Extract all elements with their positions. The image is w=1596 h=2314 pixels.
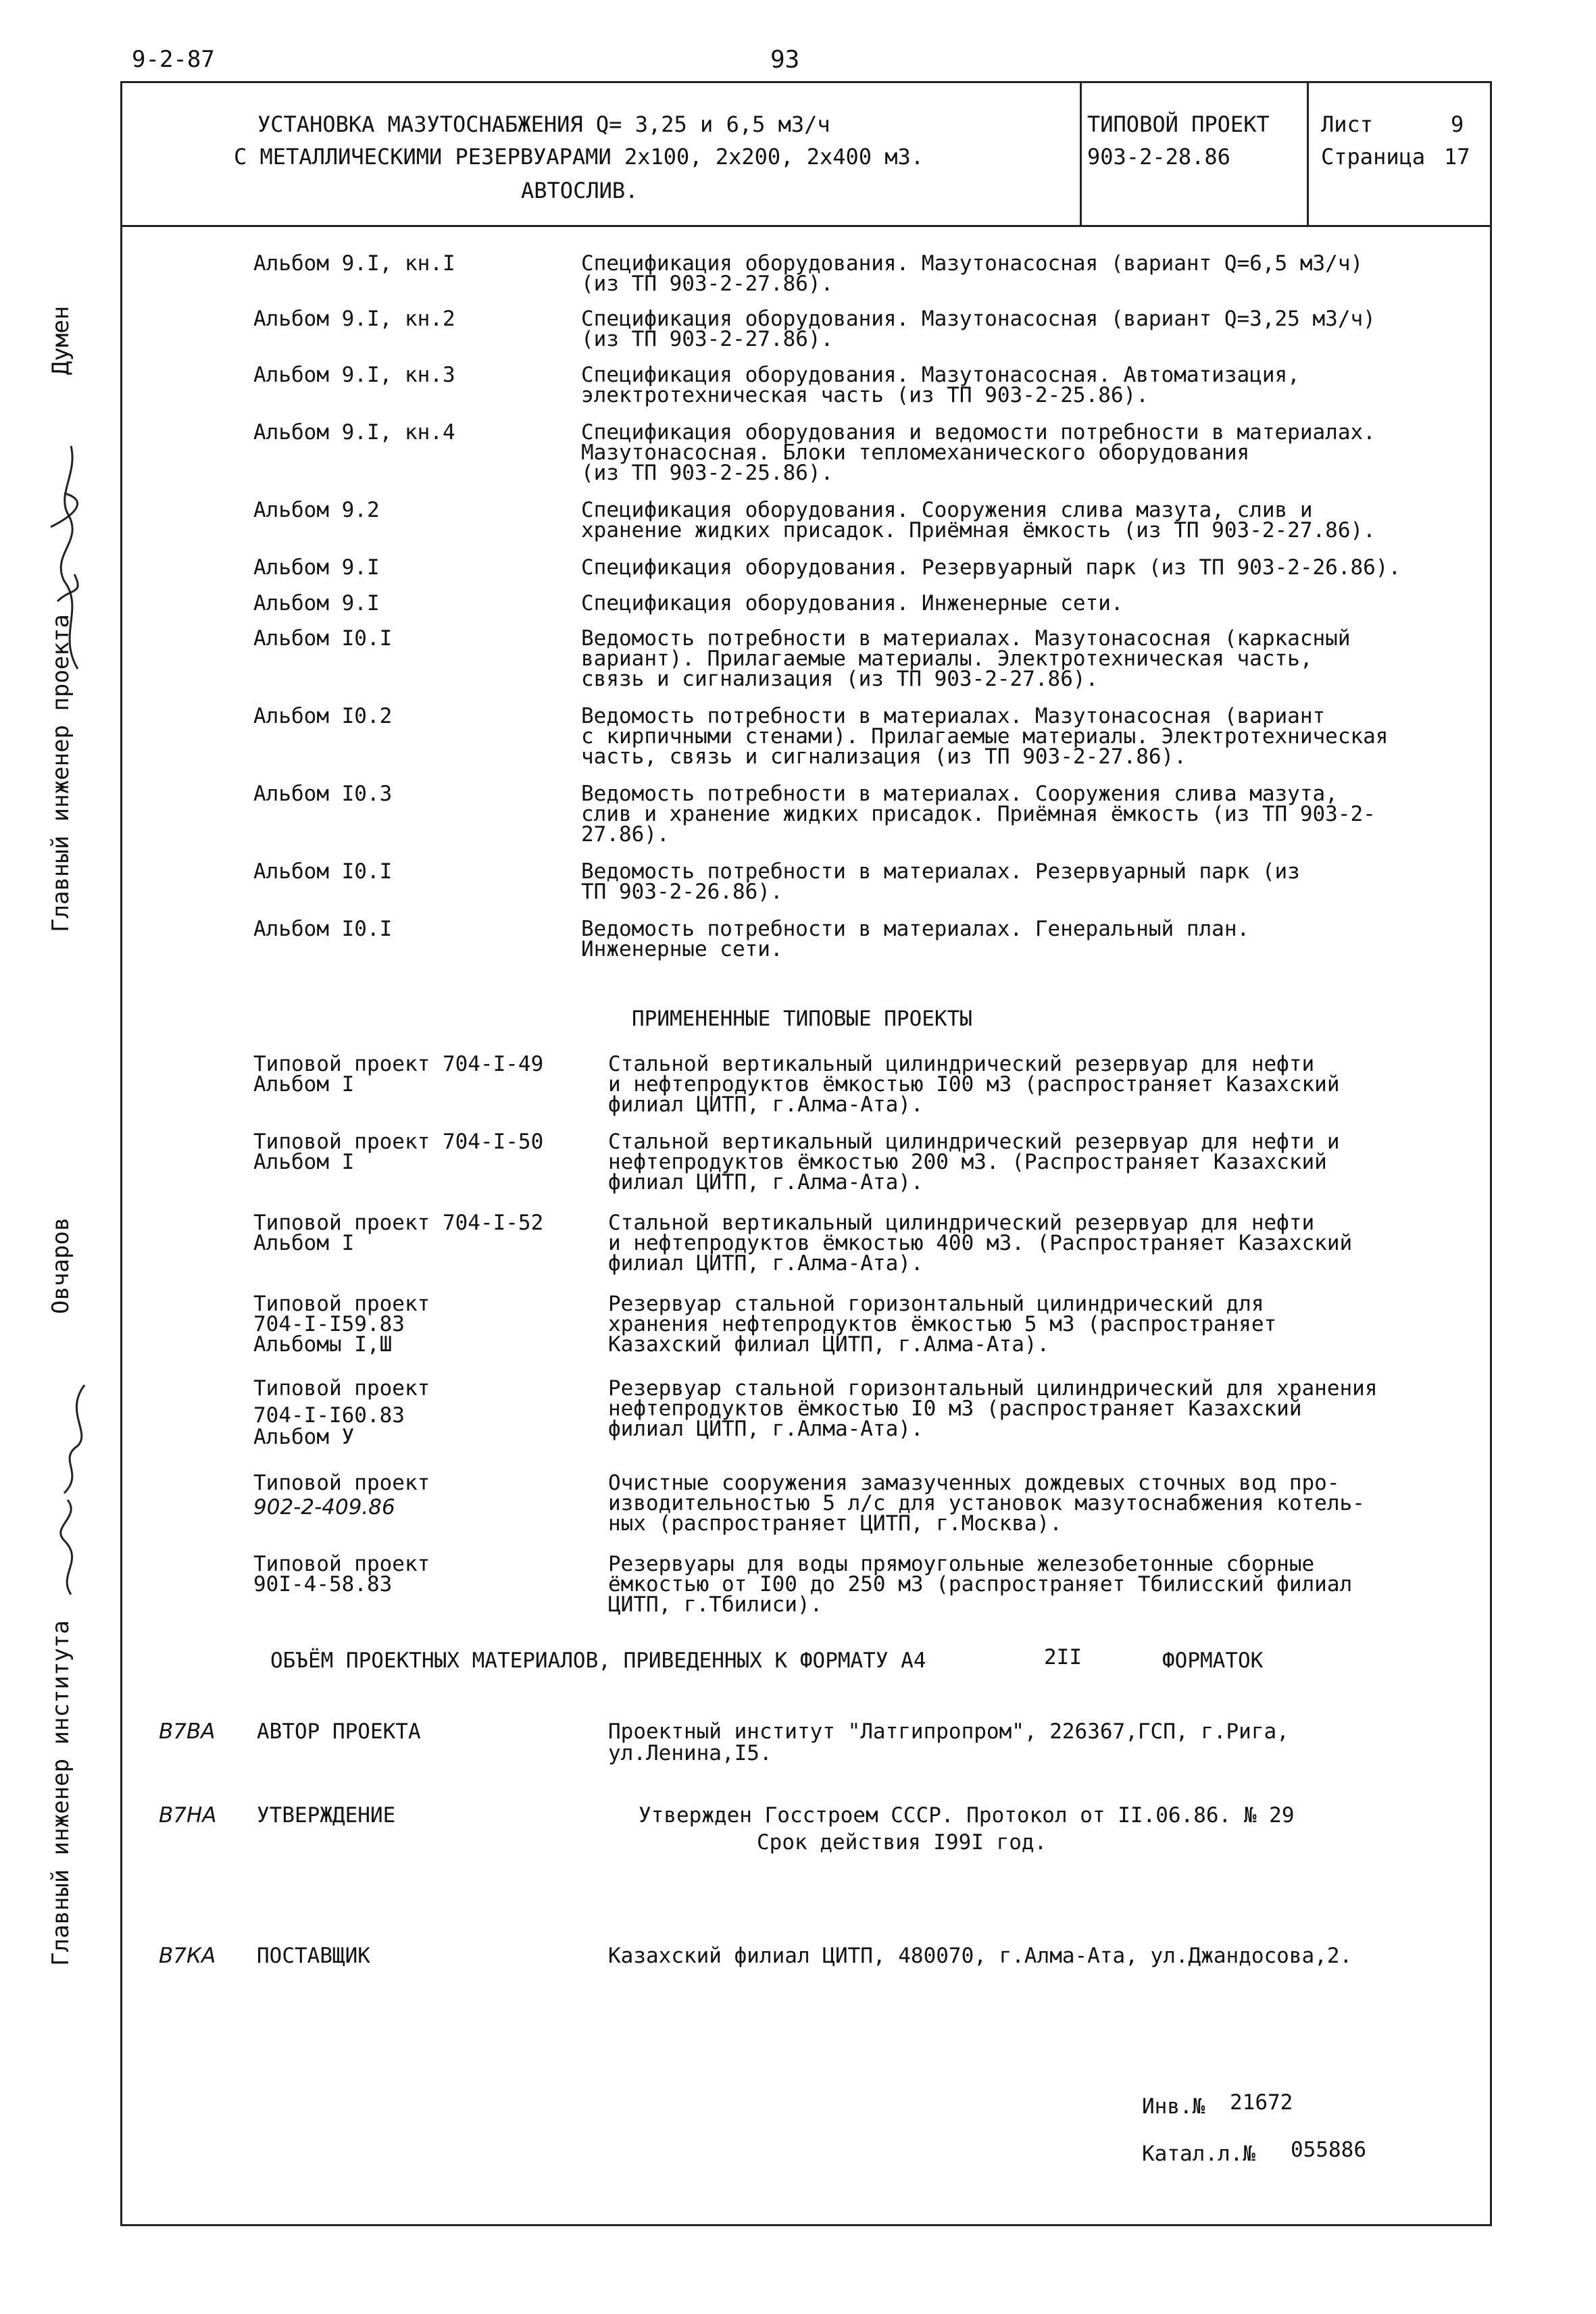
album-desc: Спецификация оборудования. Мазутонасосная. Автоматизация, [581, 363, 1300, 387]
project-desc: Казахский филиал ЦИТП, г.Алма-Ата). [608, 1332, 1050, 1357]
album-ref: Альбом 9.I, кн.3 [253, 363, 455, 387]
album-ref: Альбом I0.I [253, 859, 393, 884]
album-desc: (из ТП 903-2-27.86). [581, 272, 834, 296]
album-desc: Инженерные сети. [581, 937, 783, 961]
project-desc: филиал ЦИТП, г.Алма-Ата). [608, 1170, 924, 1194]
album-desc: Ведомость потребности в материалах. Резервуарный парк (из [581, 859, 1300, 884]
volume-unit: ФОРМАТОК [1162, 1649, 1264, 1673]
album-desc: Мазутонасосная. Блоки тепломеханического оборудования [581, 441, 1250, 465]
sheet-label: Лист [1321, 111, 1374, 137]
album-desc: связь и сигнализация (из ТП 903-2-27.86). [581, 667, 1099, 691]
volume-count: 2II [1044, 1645, 1082, 1669]
project-label: ТИПОВОЙ ПРОЕКТ [1087, 111, 1270, 137]
project-ref: Альбом У [253, 1425, 355, 1449]
inventory-value: 21672 [1230, 2090, 1293, 2115]
project-desc: Резервуар стальной горизонтальный цилиндрический для [608, 1292, 1264, 1316]
signature-institute [37, 1372, 105, 1601]
project-ref: Типовой проект 704-I-49 [253, 1052, 544, 1076]
album-ref: Альбом I0.I [253, 626, 393, 651]
signature-project [37, 432, 98, 676]
entry-text: Утвержден Госстроем СССР. Протокол от II.06.86. № 29 [639, 1803, 1295, 1828]
project-desc: филиал ЦИТП, г.Алма-Ата). [608, 1092, 924, 1117]
applied-heading: ПРИМЕНЕННЫЕ ТИПОВЫЕ ПРОЕКТЫ [632, 1007, 972, 1031]
chief-engineer-project-label: Главный инженер проекта [47, 614, 74, 932]
project-ref: Типовой проект [253, 1292, 430, 1316]
title-line-3: АВТОСЛИВ. [521, 178, 639, 203]
album-ref: Альбом 9.I, кн.2 [253, 307, 455, 331]
album-desc: Спецификация оборудования. Сооружения слива мазута, слив и [581, 498, 1313, 522]
project-ref: Альбом I [253, 1150, 355, 1174]
album-ref: Альбом I0.I [253, 917, 393, 941]
album-desc: слив и хранение жидких присадок. Приёмная ёмкость (из ТП 903-2- [581, 802, 1376, 826]
project-ref: Альбом I [253, 1231, 355, 1255]
project-desc: Стальной вертикальный цилиндрический резервуар для нефти [608, 1052, 1315, 1076]
project-desc: и нефтепродуктов ёмкостью 400 м3. (Распространяет Казахский [608, 1231, 1353, 1255]
project-ref: Типовой проект [253, 1552, 430, 1576]
album-desc: Спецификация оборудования и ведомости потребности в материалах. [581, 420, 1376, 445]
entry-text: Срок действия I99I год. [757, 1830, 1047, 1855]
album-desc: вариант). Прилагаемые материалы. Электротехническая часть, [581, 647, 1313, 671]
project-ref: 704-I-I60.83 [253, 1403, 405, 1428]
page-value: 17 [1444, 144, 1470, 170]
album-desc: ТП 903-2-26.86). [581, 880, 783, 904]
album-desc: (из ТП 903-2-25.86). [581, 461, 834, 485]
project-desc: ёмкостью от I00 до 250 м3 (распространяет Тбилисский филиал [608, 1572, 1353, 1596]
album-desc: Спецификация оборудования. Мазутонасосная (вариант Q=3,25 м3/ч) [581, 307, 1376, 331]
project-desc: филиал ЦИТП, г.Алма-Ата). [608, 1251, 924, 1276]
album-ref: Альбом 9.2 [253, 498, 380, 522]
catalog-label: Катал.л.№ [1142, 2142, 1255, 2166]
entry-code: В7ВА [159, 1719, 216, 1744]
project-desc: нефтепродуктов ёмкостью I0 м3 (распространяет Казахский [608, 1397, 1302, 1421]
chief-engineer-institute-label: Главный инженер института [47, 1620, 74, 1966]
project-ref: Альбомы I,Ш [253, 1332, 393, 1357]
inventory-label: Инв.№ [1142, 2094, 1205, 2119]
album-desc: Спецификация оборудования. Мазутонасосная (вариант Q=6,5 м3/ч) [581, 251, 1364, 276]
project-desc: ЦИТП, г.Тбилиси). [608, 1592, 823, 1617]
album-desc: (из ТП 903-2-27.86). [581, 327, 834, 351]
entry-label: АВТОР ПРОЕКТА [257, 1719, 421, 1744]
volume-label: ОБЪЁМ ПРОЕКТНЫХ МАТЕРИАЛОВ, ПРИВЕДЕННЫХ К ФОРМАТУ А4 [270, 1649, 926, 1673]
album-desc: часть, связь и сигнализация (из ТП 903-2-27.86). [581, 745, 1187, 769]
album-ref: Альбом 9.I [253, 591, 380, 615]
project-desc: Резервуар стальной горизонтальный цилиндрический для хранения [608, 1376, 1378, 1401]
album-ref: Альбом 9.I, кн.I [253, 251, 455, 276]
sheet-value: 9 [1451, 111, 1464, 137]
project-ref: Типовой проект [253, 1471, 430, 1495]
album-ref: Альбом I0.2 [253, 704, 393, 728]
project-ref: Типовой проект [253, 1376, 430, 1401]
project-desc: и нефтепродуктов ёмкостью I00 м3 (распространяет Казахский [608, 1072, 1340, 1097]
project-desc: ных (распространяет ЦИТП, г.Москва). [608, 1511, 1062, 1536]
title-block-main [122, 83, 1082, 225]
project-desc: Стальной вертикальный цилиндрический резервуар для нефти [608, 1211, 1315, 1235]
entry-code: В7КА [159, 1944, 216, 1968]
title-block-sheet [1309, 83, 1490, 225]
project-desc: Очистные сооружения замазученных дождевых сточных вод про- [608, 1471, 1340, 1495]
project-ref: Альбом I [253, 1072, 355, 1097]
project-desc: филиал ЦИТП, г.Алма-Ата). [608, 1417, 924, 1441]
entry-text: Проектный институт "Латгипропром", 226367,ГСП, г.Рига, [608, 1719, 1289, 1744]
album-desc: Ведомость потребности в материалах. Сооружения слива мазута, [581, 782, 1338, 806]
institute-engineer-name: Овчаров [47, 1217, 74, 1314]
album-ref: Альбом 9.I [253, 555, 380, 580]
entry-label: УТВЕРЖДЕНИЕ [257, 1803, 396, 1828]
project-ref: Типовой проект 704-I-50 [253, 1130, 544, 1154]
project-desc: Стальной вертикальный цилиндрический резервуар для нефти и [608, 1130, 1340, 1154]
project-number: 903-2-28.86 [1087, 144, 1230, 170]
doc-code: 9-2-87 [132, 46, 215, 73]
entry-text: ул.Ленина,I5. [608, 1741, 772, 1765]
title-line-1: УСТАНОВКА МАЗУТОСНАБЖЕНИЯ Q= 3,25 и 6,5 м3/ч [257, 111, 830, 137]
album-ref: Альбом I0.3 [253, 782, 393, 806]
project-desc: Резервуары для воды прямоугольные железобетонные сборные [608, 1552, 1315, 1576]
entry-text: Казахский филиал ЦИТП, 480070, г.Алма-Ата, ул.Джандосова,2. [608, 1944, 1353, 1968]
project-ref: Типовой проект 704-I-52 [253, 1211, 544, 1235]
album-ref: Альбом 9.I, кн.4 [253, 420, 455, 445]
entry-label: ПОСТАВЩИК [257, 1944, 370, 1968]
project-ref: 902-2-409.86 [253, 1495, 395, 1519]
title-block-project [1082, 83, 1309, 225]
album-desc: хранение жидких присадок. Приёмная ёмкость (из ТП 903-2-27.86). [581, 518, 1376, 543]
album-desc: 27.86). [581, 822, 670, 847]
project-desc: нефтепродуктов ёмкостью 200 м3. (Распространяет Казахский [608, 1150, 1327, 1174]
project-ref: 704-I-I59.83 [253, 1312, 405, 1336]
chief-engineer-name: Думен [47, 305, 74, 375]
entry-code: В7НА [159, 1803, 217, 1828]
album-desc: Ведомость потребности в материалах. Мазутонасосная (каркасный [581, 626, 1351, 651]
page-label: Страница [1321, 144, 1426, 170]
project-desc: изводительностью 5 л/с для установок мазутоснабжения котель- [608, 1491, 1365, 1515]
album-desc: электротехническая часть (из ТП 903-2-25.86). [581, 383, 1149, 407]
album-desc: Ведомость потребности в материалах. Генеральный план. [581, 917, 1250, 941]
project-desc: хранения нефтепродуктов ёмкостью 5 м3 (распространяет [608, 1312, 1277, 1336]
catalog-value: 055886 [1291, 2138, 1366, 2162]
title-block [122, 83, 1490, 227]
title-line-2: С МЕТАЛЛИЧЕСКИМИ РЕЗЕРВУАРАМИ 2x100, 2x200, 2x400 м3. [234, 144, 924, 170]
album-desc: Спецификация оборудования. Резервуарный парк (из ТП 903-2-26.86). [581, 555, 1401, 580]
album-desc: Ведомость потребности в материалах. Мазутонасосная (вариант [581, 704, 1326, 728]
album-desc: Спецификация оборудования. Инженерные сети. [581, 591, 1124, 615]
album-desc: с кирпичными стенами). Прилагаемые материалы. Электротехническая [581, 724, 1389, 749]
page-number: 93 [770, 46, 800, 74]
project-ref: 90I-4-58.83 [253, 1572, 393, 1596]
